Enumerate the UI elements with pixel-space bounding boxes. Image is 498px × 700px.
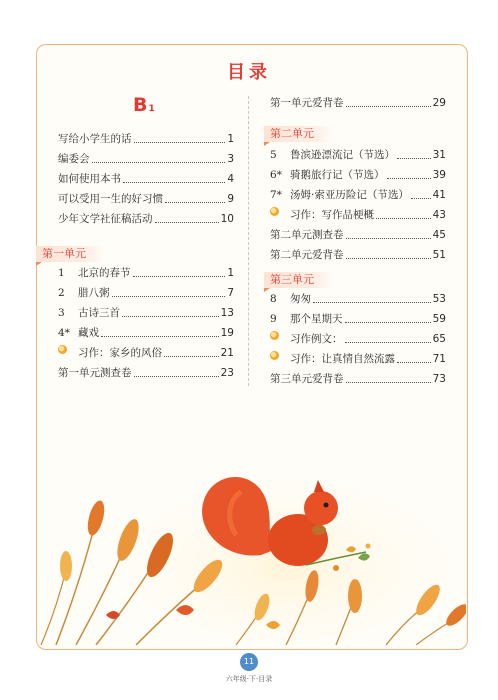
toc-page: 39 xyxy=(432,169,446,181)
toc-label: 可以受用一生的好习惯 xyxy=(58,193,163,205)
toc-page: 65 xyxy=(432,333,446,345)
leader-dots xyxy=(92,162,226,163)
squirrel-head xyxy=(304,491,338,525)
leader-dots xyxy=(346,106,431,107)
leader-dots xyxy=(346,238,431,239)
toc-page: 51 xyxy=(432,249,446,261)
toc-page: 41 xyxy=(432,189,446,201)
toc-page: 23 xyxy=(220,367,234,379)
acorn xyxy=(312,525,326,535)
toc-label: 第二单元爱背卷 xyxy=(270,249,344,261)
toc-label: 古诗三首 xyxy=(78,307,120,319)
pen-icon xyxy=(270,331,279,340)
toc-page: 73 xyxy=(432,373,446,385)
unit-1-tag: 第一单元 xyxy=(36,246,106,262)
toc-label: 那个星期天 xyxy=(290,313,343,325)
lesson-number: 3 xyxy=(58,307,65,319)
toc-row-u1-3[interactable] xyxy=(58,324,234,340)
footer-caption: 六年级·下·目录 xyxy=(225,675,273,683)
toc-row-u3-0[interactable] xyxy=(270,290,446,306)
pen-icon xyxy=(270,351,279,360)
lesson-number: 8 xyxy=(270,293,277,305)
toc-row-u1-recite[interactable] xyxy=(270,94,446,110)
toc-page: 29 xyxy=(432,97,446,109)
leader-dots xyxy=(165,202,225,203)
toc-label: 北京的春节 xyxy=(78,267,131,279)
squirrel-eye xyxy=(324,503,329,508)
toc-row-u2-3[interactable] xyxy=(270,206,446,222)
toc-row-u3-1[interactable] xyxy=(270,310,446,326)
pen-icon xyxy=(270,207,279,216)
toc-page: 59 xyxy=(432,313,446,325)
toc-page: 9 xyxy=(227,193,234,205)
toc-page: 1 xyxy=(227,267,234,279)
toc-label: 第三单元爱背卷 xyxy=(270,373,344,385)
leader-dots xyxy=(346,258,431,259)
toc-page: 3 xyxy=(227,153,234,165)
toc-label: 骑鹅旅行记（节选） xyxy=(290,169,385,181)
leader-dots xyxy=(164,356,219,357)
lesson-number: 6* xyxy=(270,169,282,181)
toc-row-front-4[interactable] xyxy=(58,210,234,226)
toc-page: 10 xyxy=(220,213,234,225)
toc-label: 第二单元测查卷 xyxy=(270,229,344,241)
toc-label: 习作：让真情自然流露 xyxy=(290,353,395,365)
column-divider xyxy=(248,96,249,386)
page-title: 目录 xyxy=(227,62,271,83)
toc-label: 鲁滨逊漂流记（节选） xyxy=(290,149,395,161)
toc-label: 第一单元测查卷 xyxy=(58,367,132,379)
leader-dots xyxy=(134,376,219,377)
pen-icon xyxy=(58,345,67,354)
toc-label: 习作：家乡的风俗 xyxy=(78,347,162,359)
toc-row-u1-2[interactable] xyxy=(58,304,234,320)
toc-label: 匆匆 xyxy=(290,293,311,305)
toc-row-u3-2[interactable] xyxy=(270,330,446,346)
toc-label: 腊八粥 xyxy=(78,287,110,299)
toc-label: 汤姆·索亚历险记（节选） xyxy=(290,189,409,201)
leader-dots xyxy=(313,302,431,303)
leader-dots xyxy=(155,222,219,223)
toc-label: 编委会 xyxy=(58,153,90,165)
toc-label: 习作例文： xyxy=(290,333,343,345)
toc-row-u2-2[interactable] xyxy=(270,186,446,202)
leader-dots xyxy=(133,276,226,277)
toc-page: 45 xyxy=(432,229,446,241)
toc-row-u2-4[interactable] xyxy=(270,226,446,242)
toc-row-front-2[interactable] xyxy=(58,170,234,186)
lesson-number: 5 xyxy=(270,149,277,161)
leader-dots xyxy=(122,316,219,317)
lesson-number: 4* xyxy=(58,327,70,339)
leader-dots xyxy=(397,158,431,159)
toc-row-u2-5[interactable] xyxy=(270,246,446,262)
toc-page: 7 xyxy=(227,287,234,299)
toc-page: 19 xyxy=(220,327,234,339)
lesson-number-slot xyxy=(270,331,290,346)
toc-row-u1-1[interactable] xyxy=(58,284,234,300)
badge-sub: 1 xyxy=(148,104,155,114)
leader-dots xyxy=(397,362,431,363)
leader-dots xyxy=(376,218,431,219)
toc-row-u1-0[interactable] xyxy=(58,264,234,280)
toc-row-u1-4[interactable] xyxy=(58,344,234,360)
toc-row-u2-0[interactable] xyxy=(270,146,446,162)
toc-page: 43 xyxy=(432,209,446,221)
leader-dots xyxy=(346,382,431,383)
leader-dots xyxy=(112,296,226,297)
toc-label: 习作：写作品梗概 xyxy=(290,209,374,221)
toc-page: 4 xyxy=(227,173,234,185)
lesson-number: 7* xyxy=(270,189,282,201)
toc-page: 21 xyxy=(220,347,234,359)
autumn-squirrel-illustration xyxy=(36,440,466,645)
toc-page: 31 xyxy=(432,149,446,161)
leader-dots xyxy=(101,336,219,337)
toc-label: 藏戏 xyxy=(78,327,99,339)
toc-row-u2-1[interactable] xyxy=(270,166,446,182)
leader-dots xyxy=(387,178,431,179)
leader-dots xyxy=(411,198,431,199)
toc-row-u3-4[interactable] xyxy=(270,370,446,386)
toc-label: 写给小学生的话 xyxy=(58,133,132,145)
toc-row-u1-5[interactable] xyxy=(58,364,234,380)
toc-page: 1 xyxy=(227,133,234,145)
leader-dots xyxy=(345,342,431,343)
toc-page: 13 xyxy=(220,307,234,319)
leader-dots xyxy=(134,142,226,143)
lesson-number: 1 xyxy=(58,267,65,279)
leader-dots xyxy=(123,182,225,183)
toc-row-u3-3[interactable] xyxy=(270,350,446,366)
lesson-number: 2 xyxy=(58,287,65,299)
lesson-number-slot xyxy=(270,351,290,366)
badge-letter: B xyxy=(133,94,148,116)
toc-row-front-3[interactable] xyxy=(58,190,234,206)
lesson-number-slot xyxy=(270,207,290,222)
toc-row-front-1[interactable] xyxy=(58,150,234,166)
toc-row-front-0[interactable] xyxy=(58,130,234,146)
toc-label: 第一单元爱背卷 xyxy=(270,97,344,109)
lesson-number-slot xyxy=(58,345,78,360)
toc-page: 71 xyxy=(432,353,446,365)
unit-3-tag: 第三单元 xyxy=(264,272,334,288)
lesson-number: 9 xyxy=(270,313,277,325)
page-number-badge: 11 xyxy=(240,653,258,671)
toc-label: 如何使用本书 xyxy=(58,173,121,185)
toc-page: 53 xyxy=(432,293,446,305)
unit-2-tag: 第二单元 xyxy=(264,126,334,142)
leader-dots xyxy=(345,322,431,323)
toc-label: 少年文学社征稿活动 xyxy=(58,213,153,225)
